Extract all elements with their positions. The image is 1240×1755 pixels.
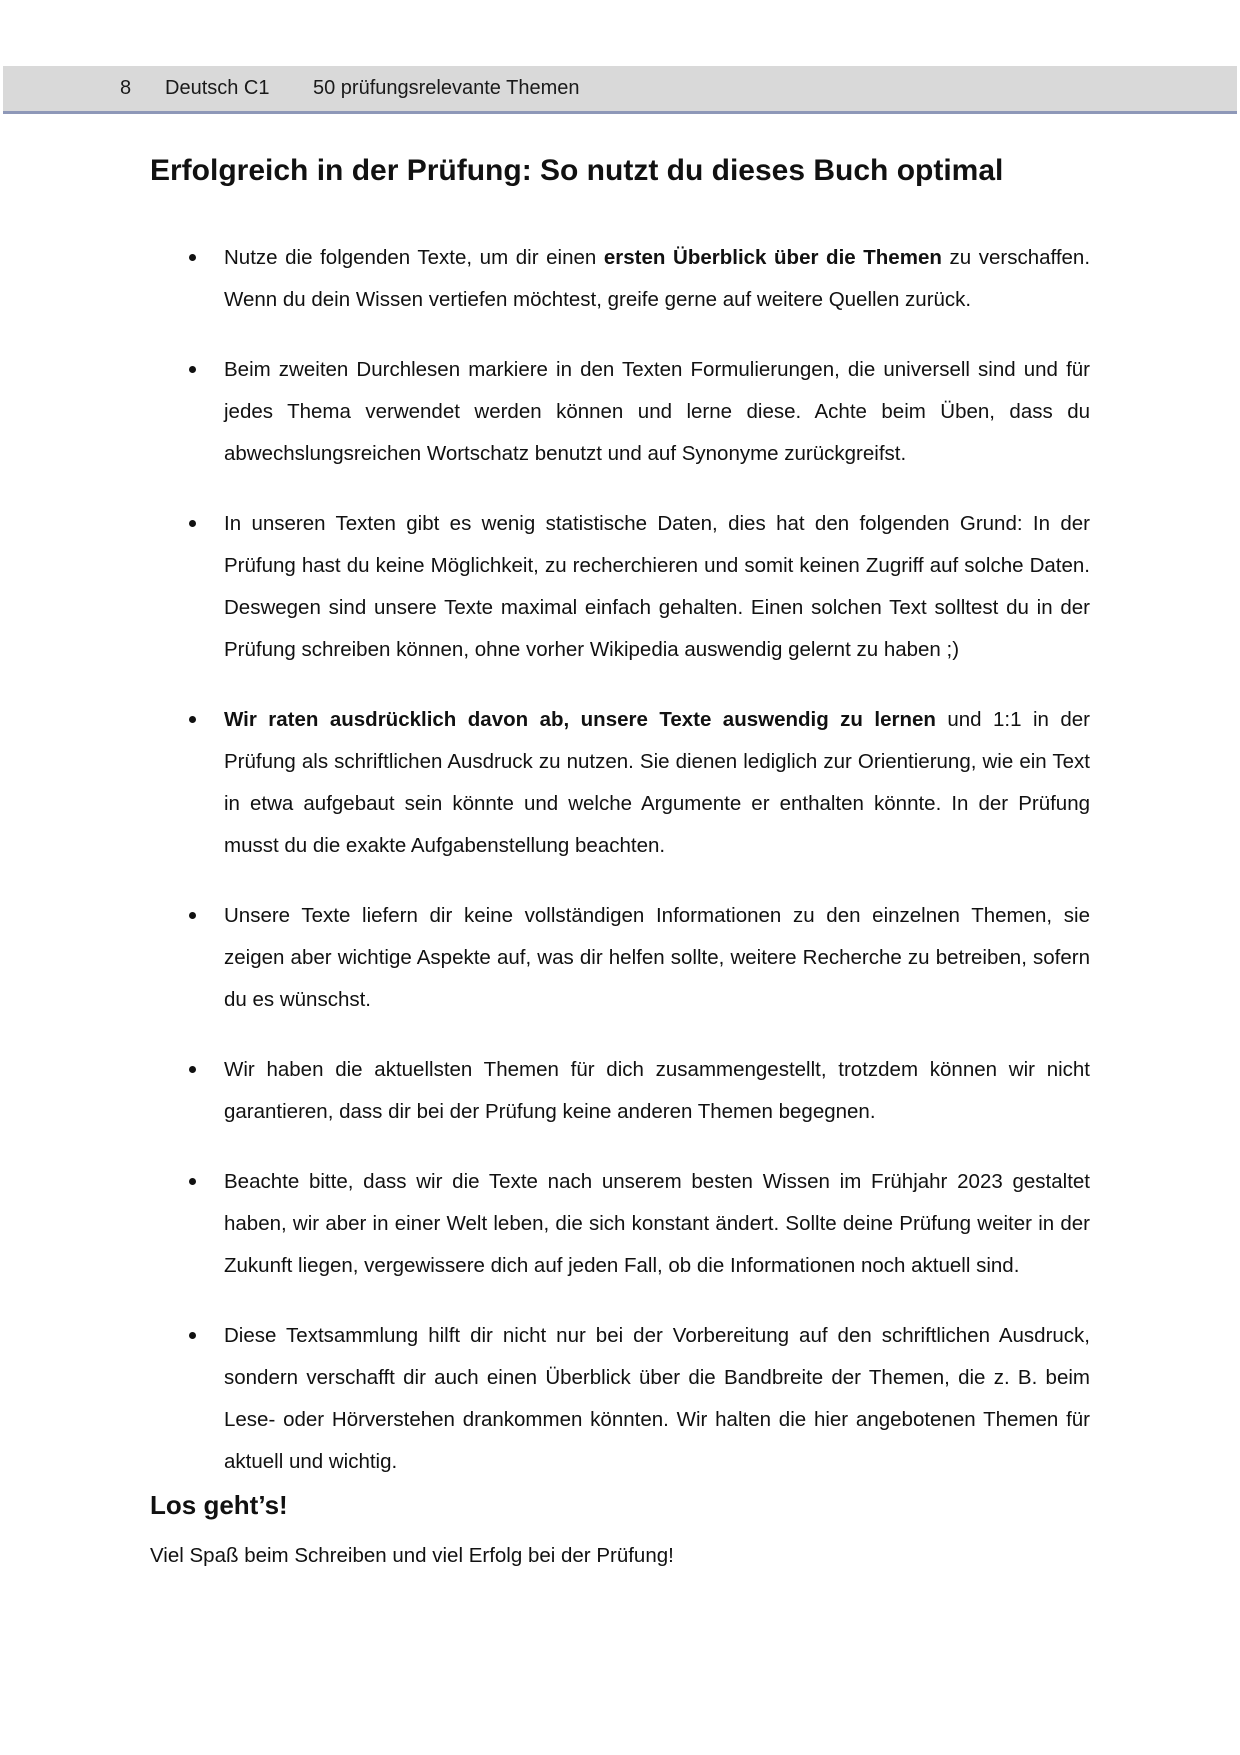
tip-text-pre: Beachte bitte, dass wir die Texte nach unserem besten Wissen im Frühjahr 2023 gestaltet haben, wir aber in einer Welt leben, die sich konstant ändert. Sollte deine Prüfung weiter in der Zukunft liegen, vergewissere dich auf jeden Fall, ob die Informationen noch aktuell sind. xyxy=(224,1170,1090,1277)
tip-text-pre: Diese Textsammlung hilft dir nicht nur bei der Vorbereitung auf den schriftlichen Ausdruck, sondern verschafft dir auch einen Überblick über die Bandbreite der Themen, die z. B. beim Lese- oder Hörverstehen drankommen könnten. Wir halten die hier angebotenen Themen für aktuell und wichtig. xyxy=(224,1324,1090,1473)
closing-text: Viel Spaß beim Schreiben und viel Erfolg bei der Prüfung! xyxy=(150,1544,674,1567)
tip-item xyxy=(150,699,1090,867)
tip-text-post: und 1:1 in der Prüfung als schriftlichen Ausdruck zu nutzen. Sie dienen lediglich zur Orientierung, wie ein Text in etwa aufgebaut sein könnte und welche Argumente er enthalten könnte. In der Prüfung musst du die exakte Aufgabenstellung beachten. xyxy=(224,708,1090,857)
tip-text-pre: Nutze die folgenden Texte, um dir einen xyxy=(224,246,604,269)
bullet-icon xyxy=(189,254,196,261)
tip-item xyxy=(150,237,1090,321)
bullet-icon xyxy=(189,1332,196,1339)
bullet-icon xyxy=(189,912,196,919)
tip-text-pre: Unsere Texte liefern dir keine vollständigen Informationen zu den einzelnen Themen, sie zeigen aber wichtige Aspekte auf, was dir helfen sollte, weitere Recherche zu betreiben, sofern du es wünschst. xyxy=(224,904,1090,1011)
tip-item xyxy=(150,1161,1090,1287)
bullet-icon xyxy=(189,366,196,373)
book-subtitle: 50 prüfungsrelevante Themen xyxy=(313,77,580,99)
tip-item xyxy=(150,349,1090,475)
tip-text-pre: Wir haben die aktuellsten Themen für dich zusammengestellt, trotzdem können wir nicht garantieren, dass dir bei der Prüfung keine anderen Themen begegnen. xyxy=(224,1058,1090,1123)
tip-text-post: zu verschaffen. Wenn du dein Wissen vertiefen möchtest, greife gerne auf weitere Quellen zurück. xyxy=(224,246,1091,311)
tip-item xyxy=(150,1049,1090,1133)
tip-item xyxy=(150,895,1090,1021)
tips-list xyxy=(150,237,1090,1483)
bullet-icon xyxy=(189,1178,196,1185)
page-number: 8 xyxy=(120,77,132,99)
running-header xyxy=(3,66,1237,114)
book-title: Deutsch C1 xyxy=(165,77,270,99)
tip-item xyxy=(150,503,1090,671)
tip-item xyxy=(150,1315,1090,1483)
tip-text-pre: Beim zweiten Durchlesen markiere in den Texten Formulierungen, die universell sind und für jedes Thema verwendet werden können und lerne diese. Achte beim Üben, dass du abwechslungsreichen Wortschatz benutzt und auf Synonyme zurückgreifst. xyxy=(224,358,1090,465)
closing-heading: Los geht’s! xyxy=(150,1490,288,1520)
bullet-icon xyxy=(189,520,196,527)
tip-text-bold: Wir raten ausdrücklich davon ab, unsere Texte auswendig zu lernen xyxy=(224,708,936,731)
tip-text-pre: In unseren Texten gibt es wenig statistische Daten, dies hat den folgenden Grund: In der Prüfung hast du keine Möglichkeit, zu recherchieren und somit keinen Zugriff auf solche Daten. Deswegen sind unsere Texte maximal einfach gehalten. Einen solchen Text solltest du in der Prüfung schreiben können, ohne vorher Wikipedia auswendig gelernt zu haben ;) xyxy=(224,512,1090,661)
bullet-icon xyxy=(189,716,196,723)
tip-text-bold: ersten Überblick über die Themen xyxy=(603,246,942,269)
page-title: Erfolgreich in der Prüfung: So nutzt du dieses Buch optimal xyxy=(150,154,1004,187)
bullet-icon xyxy=(189,1066,196,1073)
